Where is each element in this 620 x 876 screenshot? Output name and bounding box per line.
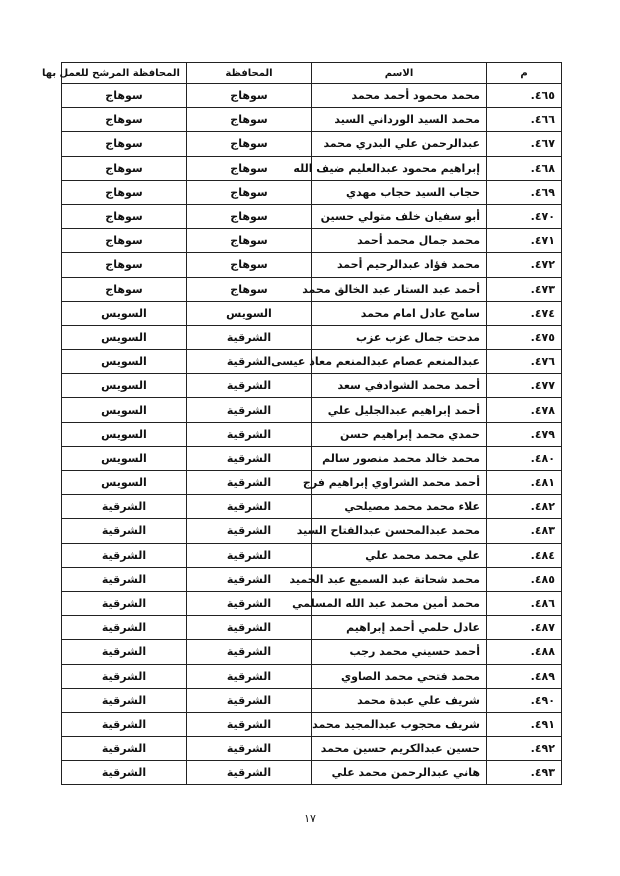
row-number: ٤٩٢. — [487, 737, 562, 761]
row-assigned-governorate: السويس — [62, 325, 187, 349]
row-name: محمد شحاتة عبد السميع عبد الحميد — [312, 567, 487, 591]
row-number: ٤٨٩. — [487, 664, 562, 688]
row-assigned-governorate: سوهاج — [62, 277, 187, 301]
table-row — [62, 543, 562, 567]
row-name: أحمد عبد الستار عبد الخالق محمد — [312, 277, 487, 301]
table-row — [62, 374, 562, 398]
row-governorate: الشرقية — [187, 325, 312, 349]
row-number: ٤٨٤. — [487, 543, 562, 567]
row-assigned-governorate: الشرقية — [62, 616, 187, 640]
row-name: محمد السيد الورداني السيد — [312, 108, 487, 132]
row-assigned-governorate: سوهاج — [62, 204, 187, 228]
row-number: ٤٨٢. — [487, 495, 562, 519]
row-number: ٤٨٧. — [487, 616, 562, 640]
row-governorate: سوهاج — [187, 277, 312, 301]
row-number: ٤٩٠. — [487, 688, 562, 712]
table-row — [62, 398, 562, 422]
table-body — [62, 84, 562, 785]
row-name: محمد جمال محمد أحمد — [312, 229, 487, 253]
row-governorate: الشرقية — [187, 519, 312, 543]
row-assigned-governorate: السويس — [62, 350, 187, 374]
row-name: عبدالرحمن علي البدري محمد — [312, 132, 487, 156]
row-assigned-governorate: السويس — [62, 471, 187, 495]
row-governorate: السويس — [187, 301, 312, 325]
row-name: حمدي محمد إبراهيم حسن — [312, 422, 487, 446]
row-number: ٤٦٦. — [487, 108, 562, 132]
row-governorate: سوهاج — [187, 156, 312, 180]
table-row — [62, 712, 562, 736]
table-row — [62, 519, 562, 543]
row-name: محمد أمين محمد عبد الله المسلمي — [312, 591, 487, 615]
table-row — [62, 229, 562, 253]
table-row — [62, 422, 562, 446]
row-governorate: الشرقية — [187, 398, 312, 422]
row-governorate: الشرقية — [187, 640, 312, 664]
row-number: ٤٩١. — [487, 712, 562, 736]
row-assigned-governorate: سوهاج — [62, 253, 187, 277]
row-assigned-governorate: الشرقية — [62, 737, 187, 761]
row-number: ٤٨١. — [487, 471, 562, 495]
row-assigned-governorate: سوهاج — [62, 156, 187, 180]
row-governorate: الشرقية — [187, 761, 312, 785]
row-name: علي محمد محمد علي — [312, 543, 487, 567]
row-governorate: سوهاج — [187, 204, 312, 228]
row-assigned-governorate: السويس — [62, 446, 187, 470]
row-name: إبراهيم محمود عبدالعليم ضيف الله — [312, 156, 487, 180]
row-assigned-governorate: الشرقية — [62, 543, 187, 567]
row-name: علاء محمد محمد مصيلحي — [312, 495, 487, 519]
row-name: حسين عبدالكريم حسين محمد — [312, 737, 487, 761]
row-number: ٤٨٥. — [487, 567, 562, 591]
row-governorate: الشرقية — [187, 712, 312, 736]
table-row — [62, 108, 562, 132]
candidates-table — [41, 62, 562, 785]
row-number: ٤٧١. — [487, 229, 562, 253]
row-assigned-governorate: الشرقية — [62, 664, 187, 688]
row-governorate: الشرقية — [187, 737, 312, 761]
table-row — [62, 567, 562, 591]
row-name: شريف محجوب عبدالمجيد محمد — [312, 712, 487, 736]
row-governorate: الشرقية — [187, 495, 312, 519]
row-number: ٤٧٧. — [487, 374, 562, 398]
row-name: عبدالمنعم عصام عبدالمنعم معاذ عيسى — [312, 350, 487, 374]
row-name: محمد خالد محمد منصور سالم — [312, 446, 487, 470]
row-name: محمد محمود أحمد محمد — [312, 84, 487, 108]
row-name: محمد فتحي محمد الصاوي — [312, 664, 487, 688]
row-number: ٤٧٨. — [487, 398, 562, 422]
row-number: ٤٦٥. — [487, 84, 562, 108]
row-governorate: الشرقية — [187, 374, 312, 398]
table-row — [62, 277, 562, 301]
row-governorate: الشرقية — [187, 567, 312, 591]
table-row — [62, 591, 562, 615]
row-number: ٤٧٢. — [487, 253, 562, 277]
row-name: سامح عادل امام محمد — [312, 301, 487, 325]
row-assigned-governorate: الشرقية — [62, 712, 187, 736]
table-row — [62, 640, 562, 664]
row-number: ٤٨٠. — [487, 446, 562, 470]
table-row — [62, 664, 562, 688]
row-name: أبو سفيان خلف متولي حسين — [312, 204, 487, 228]
table-row — [62, 204, 562, 228]
table-row — [62, 132, 562, 156]
row-number: ٤٧٦. — [487, 350, 562, 374]
row-number: ٤٧٣. — [487, 277, 562, 301]
row-number: ٤٧٤. — [487, 301, 562, 325]
table-row — [62, 84, 562, 108]
row-name: عادل حلمي أحمد إبراهيم — [312, 616, 487, 640]
row-governorate: الشرقية — [187, 446, 312, 470]
row-assigned-governorate: السويس — [62, 422, 187, 446]
row-governorate: سوهاج — [187, 132, 312, 156]
row-number: ٤٨٨. — [487, 640, 562, 664]
row-governorate: الشرقية — [187, 543, 312, 567]
row-number: ٤٩٣. — [487, 761, 562, 785]
row-number: ٤٧٩. — [487, 422, 562, 446]
table-row — [62, 325, 562, 349]
row-governorate: سوهاج — [187, 253, 312, 277]
header-governorate: المحافظة — [187, 63, 312, 84]
row-name: أحمد إبراهيم عبدالجليل علي — [312, 398, 487, 422]
row-name: شريف علي عبدة محمد — [312, 688, 487, 712]
row-number: ٤٨٦. — [487, 591, 562, 615]
table-header-row — [62, 63, 562, 84]
row-governorate: الشرقية — [187, 591, 312, 615]
row-governorate: سوهاج — [187, 108, 312, 132]
row-number: ٤٦٨. — [487, 156, 562, 180]
row-name: محمد فؤاد عبدالرحيم أحمد — [312, 253, 487, 277]
row-number: ٤٦٧. — [487, 132, 562, 156]
row-assigned-governorate: سوهاج — [62, 84, 187, 108]
row-governorate: الشرقية — [187, 471, 312, 495]
row-assigned-governorate: الشرقية — [62, 519, 187, 543]
row-assigned-governorate: الشرقية — [62, 761, 187, 785]
table-row — [62, 253, 562, 277]
row-governorate: الشرقية — [187, 688, 312, 712]
row-governorate: الشرقية — [187, 664, 312, 688]
row-name: مدحت جمال عزب عزب — [312, 325, 487, 349]
row-name: أحمد محمد الشوادفي سعد — [312, 374, 487, 398]
table-row — [62, 156, 562, 180]
row-number: ٤٦٩. — [487, 180, 562, 204]
row-name: حجاب السيد حجاب مهدي — [312, 180, 487, 204]
header-number: م — [487, 63, 562, 84]
table-row — [62, 180, 562, 204]
header-assigned-governorate: المحافظة المرشح للعمل بها — [62, 63, 187, 84]
table-row — [62, 301, 562, 325]
row-assigned-governorate: الشرقية — [62, 495, 187, 519]
row-governorate: سوهاج — [187, 180, 312, 204]
row-assigned-governorate: الشرقية — [62, 640, 187, 664]
row-governorate: الشرقية — [187, 616, 312, 640]
row-assigned-governorate: السويس — [62, 374, 187, 398]
row-governorate: سوهاج — [187, 229, 312, 253]
header-name: الاسم — [312, 63, 487, 84]
row-assigned-governorate: السويس — [62, 301, 187, 325]
table-row — [62, 737, 562, 761]
table-row — [62, 616, 562, 640]
row-governorate: الشرقية — [187, 422, 312, 446]
row-number: ٤٧٥. — [487, 325, 562, 349]
table-row — [62, 446, 562, 470]
table-row — [62, 761, 562, 785]
table-row — [62, 495, 562, 519]
row-governorate: الشرقية — [187, 350, 312, 374]
row-name: محمد عبدالمحسن عبدالفتاح السيد — [312, 519, 487, 543]
row-assigned-governorate: الشرقية — [62, 591, 187, 615]
row-governorate: سوهاج — [187, 84, 312, 108]
row-assigned-governorate: سوهاج — [62, 229, 187, 253]
row-name: هاني عبدالرحمن محمد علي — [312, 761, 487, 785]
row-number: ٤٧٠. — [487, 204, 562, 228]
row-assigned-governorate: سوهاج — [62, 108, 187, 132]
row-assigned-governorate: سوهاج — [62, 132, 187, 156]
table-row — [62, 688, 562, 712]
page-number: ١٧ — [304, 812, 316, 825]
row-name: أحمد حسيني محمد رجب — [312, 640, 487, 664]
row-number: ٤٨٣. — [487, 519, 562, 543]
table-row — [62, 471, 562, 495]
row-name: أحمد محمد الشراوي إبراهيم فرج — [312, 471, 487, 495]
row-assigned-governorate: الشرقية — [62, 688, 187, 712]
row-assigned-governorate: السويس — [62, 398, 187, 422]
row-assigned-governorate: الشرقية — [62, 567, 187, 591]
row-assigned-governorate: سوهاج — [62, 180, 187, 204]
table-row — [62, 350, 562, 374]
